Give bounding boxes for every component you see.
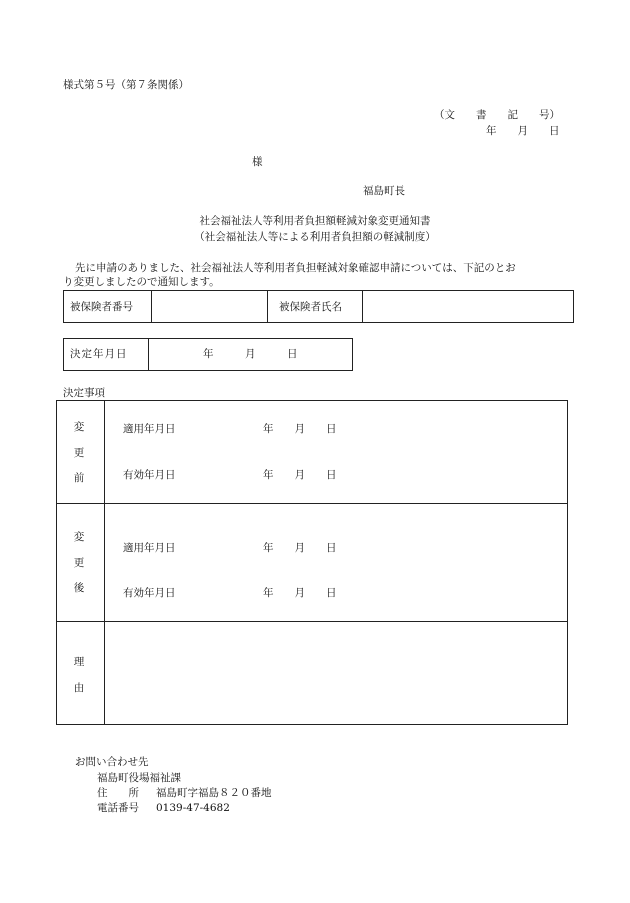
issue-date: 年 月 日 (486, 125, 560, 137)
insured-info-table (63, 290, 574, 323)
notice-text-line2: り変更しましたので通知します。 (63, 276, 220, 288)
decision-date-table (63, 338, 353, 371)
after-apply-date-value: 年 月 日 (263, 542, 337, 554)
before-valid-date-value: 年 月 日 (263, 469, 337, 481)
decision-items-heading: 決定事項 (63, 387, 105, 399)
before-valid-date-label: 有効年月日 (123, 469, 176, 481)
before-apply-date-value: 年 月 日 (263, 423, 337, 435)
contact-heading: お問い合わせ先 (75, 756, 149, 768)
notice-text-line1: 先に申請のありました、社会福祉法人等利用者負担軽減対象確認申請については、下記のとお (75, 262, 516, 274)
decision-date-label: 決定年月日 (70, 348, 128, 360)
document-number: （文 書 記 号） (434, 109, 560, 121)
insured-number-label: 被保険者番号 (70, 301, 133, 313)
document-subtitle: （社会福祉法人等による利用者負担額の軽減制度） (194, 231, 436, 243)
contact-office: 福島町役場福祉課 (97, 772, 181, 784)
reason-label: 理 由 (73, 656, 85, 694)
after-valid-date-value: 年 月 日 (263, 587, 337, 599)
contact-phone: 0139-47-4682 (156, 802, 230, 814)
form-number: 様式第５号（第７条関係） (63, 79, 189, 91)
contact-address-label: 住 所 (97, 787, 139, 799)
after-apply-date-label: 適用年月日 (123, 542, 176, 554)
sender-name: 福島町長 (363, 185, 405, 197)
decision-date-value: 年 月 日 (203, 348, 298, 360)
contact-phone-label: 電話番号 (97, 802, 139, 814)
after-valid-date-label: 有効年月日 (123, 587, 176, 599)
insured-name-label: 被保険者氏名 (279, 301, 342, 313)
before-apply-date-label: 適用年月日 (123, 423, 176, 435)
after-change-label: 変 更 後 (73, 531, 85, 594)
contact-address: 福島町字福島８２０番地 (156, 787, 272, 799)
addressee-suffix: 様 (252, 156, 263, 168)
document-title: 社会福祉法人等利用者負担額軽減対象変更通知書 (199, 215, 431, 227)
before-change-label: 変 更 前 (73, 421, 85, 484)
decision-items-table (56, 400, 568, 725)
